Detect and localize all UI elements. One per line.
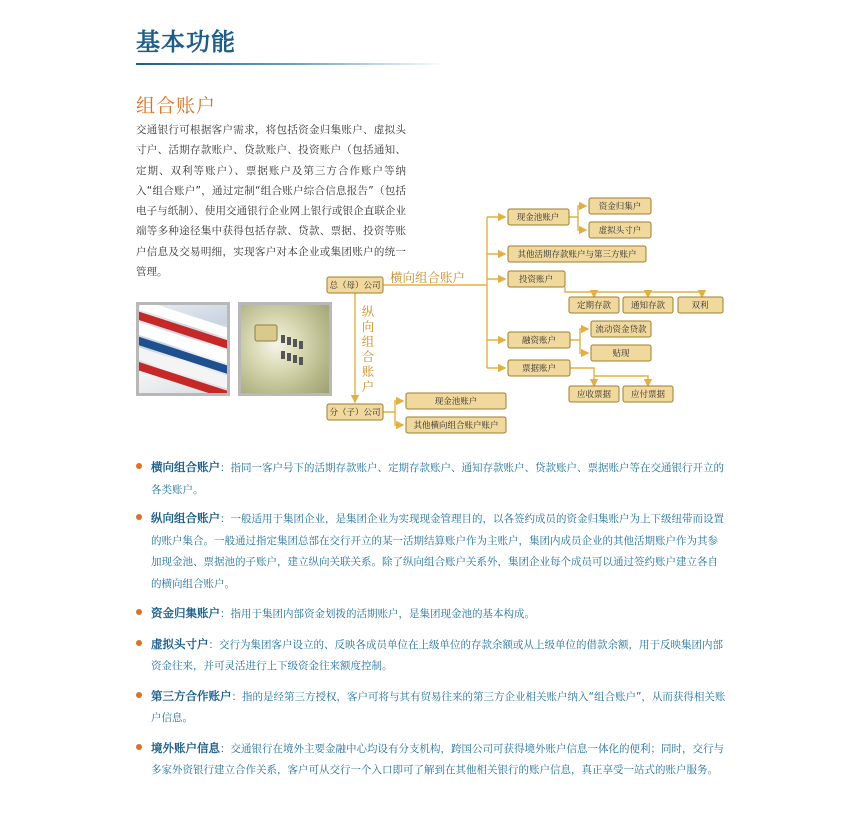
pool-account-label: 现金池账户	[516, 213, 560, 223]
child-company-label: 分（子）公司	[329, 408, 381, 418]
connector	[565, 287, 702, 297]
fund-collection-label: 资金归集户	[598, 202, 642, 212]
definition-term: 纵向组合账户	[151, 511, 220, 525]
connector	[580, 340, 588, 353]
parent-company-box	[327, 277, 383, 293]
vertical-label-char: 账	[361, 364, 375, 379]
receivable-bill-label: 应收票据	[576, 390, 612, 400]
definition-term: 虚拟头寸户	[151, 636, 209, 651]
working-capital-loan-label: 流动资金贷款	[595, 325, 647, 335]
definition-text: ：交行为集团客户设立的、反映各成员单位在上级单位的存款余额或从上级单位的借款余额，用于反映集团内部资金往来，并可灵活进行上下级资金往来额度控制。	[151, 638, 723, 672]
child-pool-label: 现金池账户	[434, 397, 478, 407]
definition-item	[136, 457, 726, 501]
definition-text: ：指的是经第三方授权，客户可将与其有贸易往来的第三方企业相关账户纳入“组合账户”，从而获得相关账户信息。	[151, 690, 726, 724]
connector	[569, 206, 586, 217]
connector	[578, 217, 586, 230]
payable-bill-label: 应付票据	[630, 390, 666, 400]
finance-account-label: 融资账户	[521, 336, 557, 346]
bullet-dot-icon	[136, 744, 142, 750]
definition-list	[136, 457, 726, 782]
other-current-label: 其他活期存款账户与第三方账户	[517, 250, 637, 260]
discount-box	[591, 345, 651, 361]
vertical-label-char: 组	[361, 334, 375, 349]
discount-label: 贴现	[612, 349, 630, 359]
child-other-box	[406, 417, 506, 433]
pool-account-box	[508, 209, 569, 225]
other-current-box	[508, 246, 646, 262]
child-other-label: 其他横向组合账户账户	[413, 421, 499, 431]
vertical-label-char: 户	[361, 379, 375, 394]
definition-term: 境外账户信息	[151, 740, 220, 755]
fund-collection-box	[589, 198, 651, 214]
fixed-deposit-box	[569, 297, 619, 313]
child-company-box	[327, 404, 383, 420]
vertical-label-char: 向	[361, 319, 375, 334]
payable-bill-box	[623, 386, 673, 402]
bullet-dot-icon	[136, 609, 142, 615]
child-pool-box	[406, 393, 506, 409]
definition-text: ：一般适用于集团企业，是集团企业为实现现金管理目的，以各签约成员的资金归集账户为上下级纽带而设置的账户集合。一般通过指定集团总部在交行开立的某一活期结算账户作为主账户，集团内成员企业的其他活期账户作为其参加现金池、票据池的子账户，建立纵向关联关系。除了纵向组合账户关系外，集团企业每个成员可以通过签约账户建立各自的横向组合账户。	[151, 513, 724, 590]
virtual-position-box	[589, 222, 651, 238]
definition-item	[136, 508, 726, 595]
definition-item	[136, 686, 726, 730]
vertical-label-char: 合	[361, 349, 375, 364]
definition-term: 横向组合账户	[151, 460, 220, 474]
investment-account-label: 投资账户	[518, 275, 554, 285]
vertical-account-label	[362, 304, 375, 394]
virtual-position-label: 虚拟头寸户	[598, 226, 642, 236]
bullet-dot-icon	[136, 514, 142, 520]
definition-text: ：指同一客户号下的活期存款账户、定期存款账户、通知存款账户、贷款账户、票据账户等在交通银行开立的各类账户。	[151, 462, 724, 496]
page-title: 基本功能	[136, 28, 236, 56]
connector	[594, 376, 648, 386]
bill-account-label: 票据账户	[521, 364, 557, 374]
connector	[395, 412, 403, 425]
notice-deposit-box	[623, 297, 673, 313]
connector	[383, 401, 403, 412]
connector	[570, 368, 594, 386]
fixed-deposit-label: 定期存款	[576, 301, 612, 311]
parent-company-label: 总（母）公司	[329, 281, 381, 291]
definition-term: 第三方合作账户	[151, 688, 232, 703]
connector	[570, 329, 588, 340]
notice-deposit-label: 通知存款	[630, 301, 666, 311]
investment-account-box	[508, 271, 565, 287]
bullet-dot-icon	[136, 640, 142, 646]
dual-interest-box	[678, 297, 723, 313]
bullet-dot-icon	[136, 463, 142, 469]
horizontal-account-label: 横向组合账户	[390, 270, 466, 285]
bill-account-box	[508, 360, 570, 376]
definition-text: ：交通银行在境外主要金融中心均设有分支机构，跨国公司可获得境外账户信息一体化的便利；同时，交行与多家外资银行建立合作关系，客户可从交行一个入口即可了解到在其他相关银行的账户信息，真正享受一站式的账户服务。	[151, 742, 724, 776]
definition-text: ：指用于集团内部资金划拨的活期账户，是集团现金池的基本构成。	[220, 608, 535, 620]
definition-item	[136, 603, 726, 626]
vertical-label-char: 纵	[361, 304, 375, 319]
bullet-dot-icon	[136, 692, 142, 698]
finance-account-box	[508, 332, 570, 348]
working-capital-loan-box	[591, 321, 651, 337]
definition-item	[136, 738, 726, 782]
dual-interest-label: 双利	[691, 301, 709, 311]
definition-item	[136, 634, 726, 678]
receivable-bill-box	[569, 386, 619, 402]
section-title: 组合账户	[136, 95, 217, 117]
definition-term: 资金归集账户	[151, 606, 220, 620]
intro-paragraph: 交通银行可根据客户需求，将包括资金归集账户、虚拟头寸户、活期存款账户、贷款账户、投资账户（包括通知、定期、双利等账户）、票据账户及第三方合作账户等纳入“组合账户”，通过定制“组合账户综合信息报告”（包括电子与纸制）、使用交通银行企业网上银行或银企直联企业端等多种途径集中获得包括存款、贷款、票据、投资等账户信息及交易明细，实现客户对本企业或集团账户的统一管理。	[136, 124, 406, 279]
